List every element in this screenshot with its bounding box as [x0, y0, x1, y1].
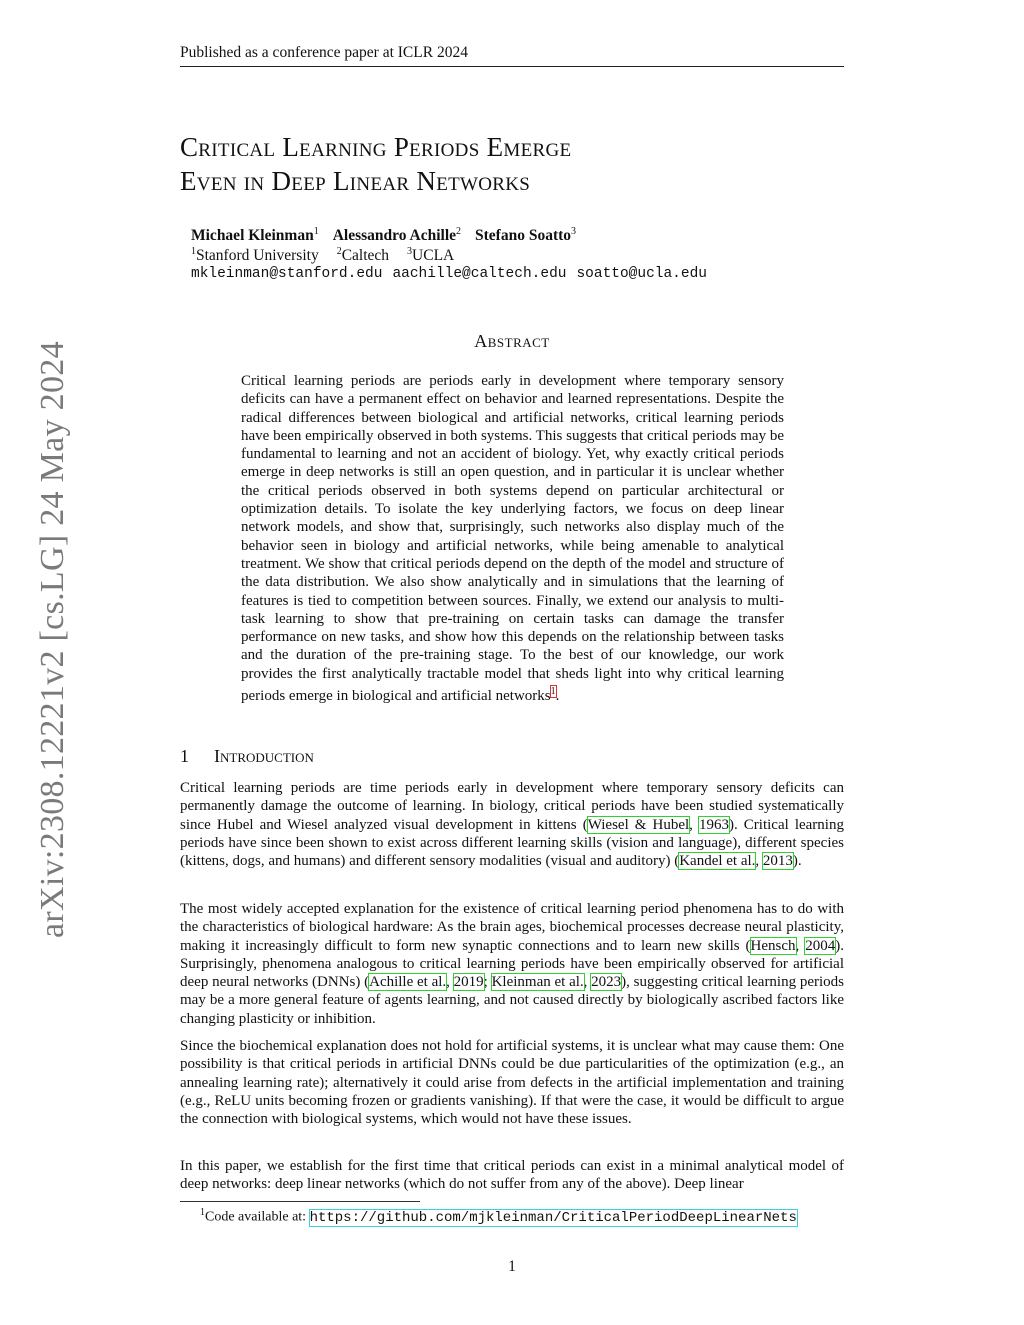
text-run: ,: [583, 974, 592, 991]
citation-link[interactable]: 2004: [805, 937, 836, 954]
text-run: Critical learning periods are time periods early in development where temporary sensory deficits can permanently damage the outcome of learning. In biology, critical periods have been studied systematically since Hubel and Wiesel analyzed visual development in kittens (: [180, 780, 844, 833]
affiliation: Stanford University: [196, 247, 319, 265]
author-sup: 2: [456, 226, 461, 237]
author-email[interactable]: mkleinman@stanford.edu: [191, 266, 383, 282]
affiliation: UCLA: [412, 247, 455, 265]
email-list: [191, 266, 707, 282]
intro-paragraph-2: [180, 900, 844, 1028]
affil-sup: 2: [336, 246, 342, 257]
text-run: ,: [755, 853, 763, 870]
citation-link[interactable]: 2023: [591, 974, 622, 991]
section-heading: [180, 746, 314, 767]
footnote-rule: [180, 1201, 420, 1202]
code-url-link[interactable]: https://github.com/mjkleinman/CriticalPeriodDeepLinearNets: [309, 1209, 797, 1226]
footnote-sup: 1: [200, 1207, 205, 1218]
abstract-text: Critical learning periods are periods early in development where temporary sensory deficits can have a permanent effect on behavior and learned representations. Despite the radical differences between biological and artificial networks, critical learning periods have been empirically observed in both systems. This suggests that critical periods may be fundamental to learning and not an accident of biology. Yet, why exactly critical periods emerge in deep networks is still an open question, and in particular it is unclear whether the critical periods observed in both systems depend on particular architectural or optimization details. To isolate the key underlying factors, we focus on deep linear network models, and show that, surprisingly, such networks also display much of the behavior seen in biology and artificial networks, while being amenable to analytical treatment. We show that critical periods depend on the depth of the model and structure of the data distribution. We also show analytically and in simulations that the learning of features is tied to competition between sources. Finally, we extend our analysis to multi-task learning to show that pre-training on certain tasks can damage the transfer performance on new tasks, and show how this depends on the relationship between tasks and the duration of the pre-training stage. To the best of our knowledge, our work provides the first analytically tractable model that sheds light into why critical learning periods emerge in biological and artificial networks: [241, 373, 784, 705]
running-header: Published as a conference paper at ICLR 2024: [180, 44, 468, 61]
text-run: ), suggesting critical learning periods may be a more general feature of agents learning, and not caused directly by biologically ascribed factors like changing plasticity or inhibition.: [180, 974, 845, 1027]
paper-title: [180, 130, 571, 198]
text-run: ).: [792, 853, 802, 870]
author-name: Michael Kleinman: [191, 227, 314, 245]
affiliation: Caltech: [341, 247, 390, 265]
intro-paragraph-3: Since the biochemical explanation does not hold for artificial systems, it is unclear what may cause them: One possibility is that critical periods in artificial DNNs could be due particularities of the optimization (e.g., an annealing learning rate); alternatively it could arise from defects in the artificial implementation and training (e.g., ReLU units becoming frozen or gradients vanishing). If that were the case, it would be difficult to argue the connection with biological systems, which would not have these issues.: [180, 1038, 844, 1128]
citation-link[interactable]: Kandel et al.: [679, 853, 756, 870]
text-run: ,: [689, 816, 699, 833]
citation-link[interactable]: 2013: [762, 853, 793, 870]
footnote-ref[interactable]: 1: [550, 686, 556, 698]
footnote-label: Code available at:: [205, 1209, 310, 1225]
abstract-body: [241, 372, 784, 705]
title-line-1: Critical Learning Periods Emerge: [180, 132, 572, 162]
abstract-heading: Abstract: [474, 331, 550, 351]
citation-link[interactable]: Achille et al.: [369, 974, 447, 991]
citation-link[interactable]: Wiesel & Hubel: [587, 816, 690, 833]
text-run: ,: [795, 937, 806, 954]
author-email[interactable]: aachille@caltech.edu: [392, 266, 567, 282]
text-run: ). Critical learning periods have since been shown to exist across different learning skills (vision and language), different species (kittens, dogs, and humans) and different sensory modalities (visual and auditory) (: [180, 816, 844, 870]
section-title: Introduction: [214, 746, 314, 766]
text-run: The most widely accepted explanation for the existence of critical learning period phenomena has to do with the characteristics of biological hardware: As the brain ages, biochemical processes decrease neural plasticity, making it increasingly difficult to form new synaptic connections and to learn new skills (: [180, 901, 844, 954]
citation-link[interactable]: 2019: [453, 974, 484, 991]
footnote: [200, 1207, 797, 1226]
arxiv-identifier: arXiv:2308.12221v2 [cs.LG] 24 May 2024: [34, 341, 71, 938]
affil-sup: 1: [191, 246, 196, 257]
affil-sup: 3: [407, 246, 413, 257]
author-name: Stefano Soatto: [475, 227, 572, 245]
text-run: ). Surprisingly, phenomena analogous to critical learning periods have been empirically observed for artificial deep neural networks (DNNs) (: [180, 937, 844, 991]
intro-paragraph-4: In this paper, we establish for the first time that critical periods can exist in a minimal analytical model of deep networks: deep linear networks (which do not suffer from any of the above). Deep linear: [180, 1158, 844, 1193]
affiliation-list: [191, 246, 454, 265]
header-rule: [180, 66, 844, 67]
citation-link[interactable]: Hensch: [750, 937, 796, 954]
author-sup: 3: [571, 226, 577, 237]
abstract-end: .: [555, 688, 560, 705]
section-number: 1: [180, 746, 189, 766]
citation-link[interactable]: 1963: [698, 816, 729, 833]
author-email[interactable]: soatto@ucla.edu: [576, 266, 707, 282]
title-line-2: Even in Deep Linear Networks: [180, 166, 531, 196]
citation-link[interactable]: Kleinman et al.: [491, 974, 584, 991]
text-run: ;: [483, 974, 492, 991]
author-sup: 1: [313, 226, 319, 237]
text-run: ,: [446, 974, 454, 991]
author-list: [191, 226, 576, 245]
intro-paragraph-1: [180, 779, 844, 870]
page-number: 1: [508, 1258, 516, 1275]
author-name: Alessandro Achille: [332, 227, 456, 245]
